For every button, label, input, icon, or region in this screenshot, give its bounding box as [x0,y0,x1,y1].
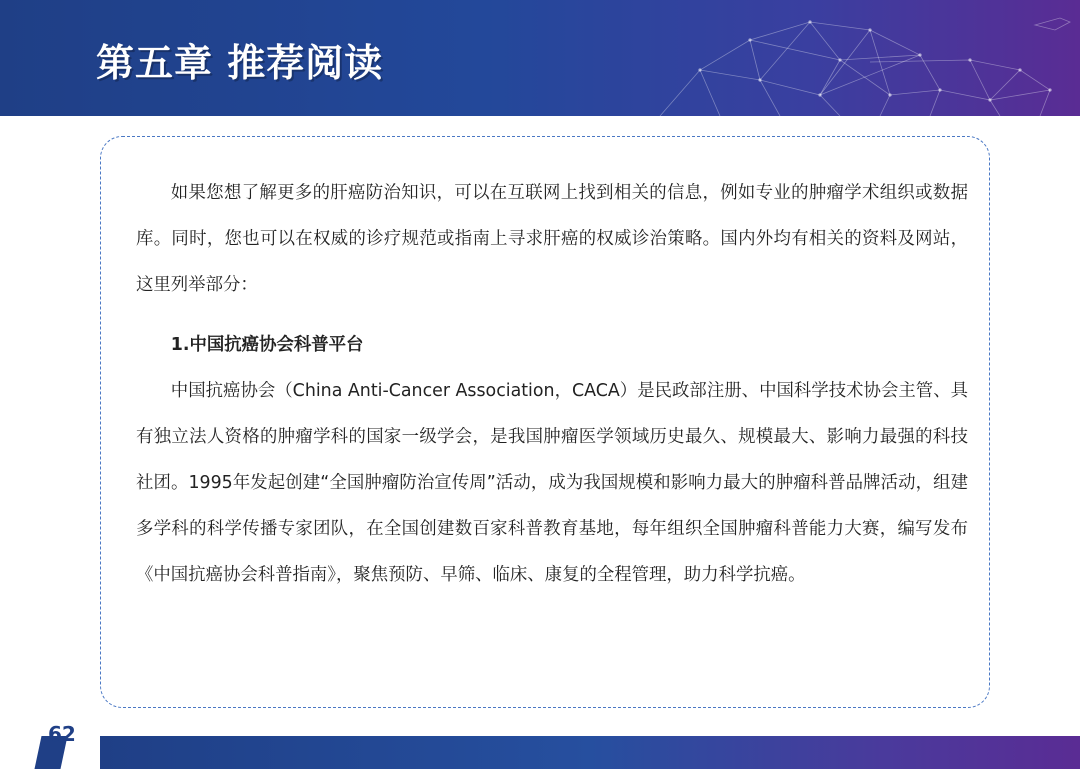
footer-bar [100,736,1080,769]
section-heading: 1.中国抗癌协会科普平台 [170,335,364,355]
section-paragraph: 中国抗癌协会（China Anti-Cancer Association，CACA）是民政部注册、中国科学技术协会主管、具有独立法人资格的肿瘤学科的国家一级学会，是我国肿瘤医学领域历史最久、规模最大、影响力最强的科技社团。1995年发起创建“全国肿瘤防治宣传周”活动，成为我国规模和影响力最大的肿瘤科普品牌活动，组建多学科的科学传播专家团队，在全国创建数百家科普教育基地，每年组织全国肿瘤科普能力大赛，编写发布《中国抗癌协会科普指南》，聚焦预防、早筛、临床、康复的全程管理，助力科学抗癌。 [136,381,968,585]
page-number: 62 [48,722,76,746]
network-globe-graphic [640,0,1080,116]
chapter-title: 第五章 推荐阅读 [96,41,384,85]
content-body [136,170,968,598]
intro-paragraph: 如果您想了解更多的肝癌防治知识，可以在互联网上找到相关的信息，例如专业的肿瘤学术组织或数据库。同时，您也可以在权威的诊疗规范或指南上寻求肝癌的权威诊治策略。国内外均有相关的资料及网站，这里列举部分： [136,183,968,295]
chapter-header [0,0,1080,116]
